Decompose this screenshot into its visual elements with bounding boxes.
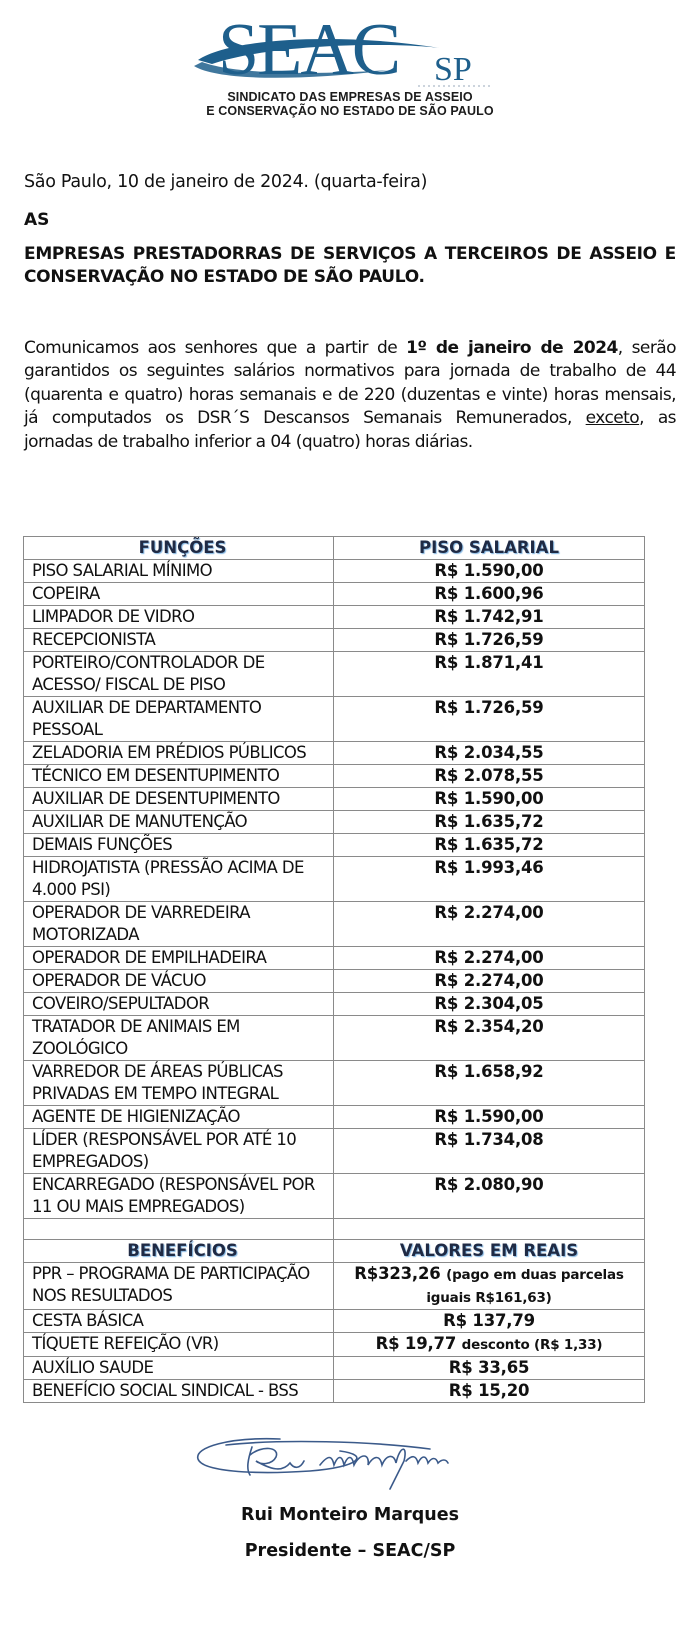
salary-value: R$ 1.590,00: [334, 560, 645, 583]
benefit-row: [24, 1357, 645, 1380]
role-name: OPERADOR DE EMPILHADEIRA: [24, 947, 334, 970]
handwritten-signature-icon: [190, 1425, 510, 1495]
role-name: AUXILIAR DE DEPARTAMENTO PESSOAL: [24, 697, 334, 742]
benefit-value: R$ 33,65: [448, 1358, 530, 1377]
benefit-name: PPR – PROGRAMA DE PARTICIPAÇÃO NOS RESULTADOS: [24, 1263, 334, 1310]
role-name: VARREDOR DE ÁREAS PÚBLICAS PRIVADAS EM TEMPO INTEGRAL: [24, 1061, 334, 1106]
salary-value: R$ 1.635,72: [334, 811, 645, 834]
benefit-value: R$ 19,77: [375, 1334, 457, 1353]
signature: [190, 1425, 510, 1495]
salary-value: R$ 1.600,96: [334, 583, 645, 606]
salary-row: [24, 902, 645, 947]
salary-value: R$ 2.274,00: [334, 947, 645, 970]
salary-value: R$ 2.034,55: [334, 742, 645, 765]
salary-row: [24, 1061, 645, 1106]
benefit-value-cell: [334, 1263, 645, 1310]
exception-word: exceto: [585, 408, 640, 429]
role-name: HIDROJATISTA (PRESSÃO ACIMA DE 4.000 PSI): [24, 857, 334, 902]
role-name: RECEPCIONISTA: [24, 629, 334, 652]
benefit-row: [24, 1310, 645, 1333]
benefit-row: [24, 1263, 645, 1310]
role-name: OPERADOR DE VARREDEIRA MOTORIZADA: [24, 902, 334, 947]
salary-row: [24, 834, 645, 857]
signer-name: Rui Monteiro Marques: [240, 1505, 460, 1525]
header-values-in-reais: VALORES EM REAIS: [334, 1240, 645, 1263]
benefit-row: [24, 1333, 645, 1357]
seac-sp-logo: [190, 8, 510, 118]
header-salary-floor: PISO SALARIAL: [334, 537, 645, 560]
salary-value: R$ 1.590,00: [334, 1106, 645, 1129]
salary-row: [24, 606, 645, 629]
benefit-value: R$ 137,79: [443, 1311, 535, 1330]
salary-value: R$ 1.742,91: [334, 606, 645, 629]
salary-row: [24, 697, 645, 742]
salary-row: [24, 970, 645, 993]
role-name: DEMAIS FUNÇÕES: [24, 834, 334, 857]
salary-value: R$ 2.274,00: [334, 970, 645, 993]
salary-header-row: [24, 537, 645, 560]
salary-row: [24, 583, 645, 606]
role-name: AUXILIAR DE DESENTUPIMENTO: [24, 788, 334, 811]
role-name: LÍDER (RESPONSÁVEL POR ATÉ 10 EMPREGADOS): [24, 1129, 334, 1174]
spacer-cell: [334, 1219, 645, 1240]
logo-mark-text: SEAC: [218, 9, 400, 91]
role-name: OPERADOR DE VÁCUO: [24, 970, 334, 993]
salary-value: R$ 1.993,46: [334, 857, 645, 902]
benefit-name: TÍQUETE REFEIÇÃO (VR): [24, 1333, 334, 1357]
role-name: PORTEIRO/CONTROLADOR DE ACESSO/ FISCAL DE PISO: [24, 652, 334, 697]
salary-row: [24, 1016, 645, 1061]
benefit-value-cell: [334, 1380, 645, 1403]
benefit-value-cell: [334, 1357, 645, 1380]
body-text-3: , as jornadas de trabalho inferior a 04 (quatro) horas diárias.: [24, 408, 676, 452]
header-benefits: BENEFÍCIOS: [24, 1240, 334, 1263]
role-name: TÉCNICO EM DESENTUPIMENTO: [24, 765, 334, 788]
salary-benefits-table: [23, 536, 645, 1403]
table-body: [24, 537, 645, 1403]
seac-logo-mark: [190, 8, 510, 92]
recipients-heading: EMPRESAS PRESTADORRAS DE SERVIÇOS A TERCEIROS DE ASSEIO E CONSERVAÇÃO NO ESTADO DE SÃO PAULO.: [24, 244, 676, 287]
benefit-value: R$ 15,20: [448, 1381, 530, 1400]
salary-row: [24, 811, 645, 834]
benefit-note: desconto (R$ 1,33): [461, 1337, 603, 1353]
salary-row: [24, 742, 645, 765]
salary-value: R$ 1.871,41: [334, 652, 645, 697]
benefit-value-cell: [334, 1333, 645, 1357]
effective-date: 1º de janeiro de 2024: [406, 338, 618, 358]
logo-subtitle-line1: SINDICATO DAS EMPRESAS DE ASSEIO: [227, 90, 473, 104]
benefit-name: BENEFÍCIO SOCIAL SINDICAL - BSS: [24, 1380, 334, 1403]
role-name: PISO SALARIAL MÍNIMO: [24, 560, 334, 583]
body-text-2: , serão garantidos os seguintes salários normativos para jornada de trabalho de 44 (quarenta e quatro) horas semanais e de 220 (duzentas e vinte) horas mensais, já computados os DSR´S Descansos Semanais Remunerados,: [24, 338, 676, 429]
salary-row: [24, 629, 645, 652]
signer-title: Presidente – SEAC/SP: [244, 1541, 456, 1561]
benefit-name: AUXÍLIO SAUDE: [24, 1357, 334, 1380]
salary-row: [24, 765, 645, 788]
logo-subtitle-line2: E CONSERVAÇÃO NO ESTADO DE SÃO PAULO: [206, 104, 494, 118]
benefit-name: CESTA BÁSICA: [24, 1310, 334, 1333]
salary-value: R$ 1.590,00: [334, 788, 645, 811]
salary-value: R$ 2.304,05: [334, 993, 645, 1016]
benefit-value: R$323,26: [354, 1264, 441, 1283]
role-name: COVEIRO/SEPULTADOR: [24, 993, 334, 1016]
salary-value: R$ 2.274,00: [334, 902, 645, 947]
salary-row: [24, 560, 645, 583]
date-line: São Paulo, 10 de janeiro de 2024. (quarta-feira): [24, 172, 428, 192]
salary-row: [24, 947, 645, 970]
benefit-row: [24, 1380, 645, 1403]
logo-mark-suffix: SP: [434, 51, 472, 88]
role-name: AGENTE DE HIGIENIZAÇÃO: [24, 1106, 334, 1129]
salary-value: R$ 1.726,59: [334, 697, 645, 742]
salary-value: R$ 2.080,90: [334, 1174, 645, 1219]
spacer-cell: [24, 1219, 334, 1240]
role-name: COPEIRA: [24, 583, 334, 606]
salary-row: [24, 1129, 645, 1174]
salary-row: [24, 652, 645, 697]
role-name: TRATADOR DE ANIMAIS EM ZOOLÓGICO: [24, 1016, 334, 1061]
salary-row: [24, 788, 645, 811]
body-paragraph: [24, 337, 676, 454]
role-name: ZELADORIA EM PRÉDIOS PÚBLICOS: [24, 742, 334, 765]
benefit-note: (pago em duas parcelas iguais R$161,63): [426, 1267, 624, 1306]
salary-value: R$ 1.635,72: [334, 834, 645, 857]
salary-value: R$ 2.078,55: [334, 765, 645, 788]
role-name: LIMPADOR DE VIDRO: [24, 606, 334, 629]
role-name: ENCARREGADO (RESPONSÁVEL POR 11 OU MAIS EMPREGADOS): [24, 1174, 334, 1219]
salary-row: [24, 993, 645, 1016]
salary-row: [24, 1106, 645, 1129]
salary-row: [24, 857, 645, 902]
salary-value: R$ 1.726,59: [334, 629, 645, 652]
salary-row: [24, 1174, 645, 1219]
spacer-row: [24, 1219, 645, 1240]
benefit-value-cell: [334, 1310, 645, 1333]
benefits-header-row: [24, 1240, 645, 1263]
salary-value: R$ 1.734,08: [334, 1129, 645, 1174]
salary-value: R$ 1.658,92: [334, 1061, 645, 1106]
body-text-1: Comunicamos aos senhores que a partir de: [24, 338, 407, 358]
header-functions: FUNÇÕES: [24, 537, 334, 560]
role-name: AUXILIAR DE MANUTENÇÃO: [24, 811, 334, 834]
salary-value: R$ 2.354,20: [334, 1016, 645, 1061]
salutation: AS: [24, 210, 50, 230]
